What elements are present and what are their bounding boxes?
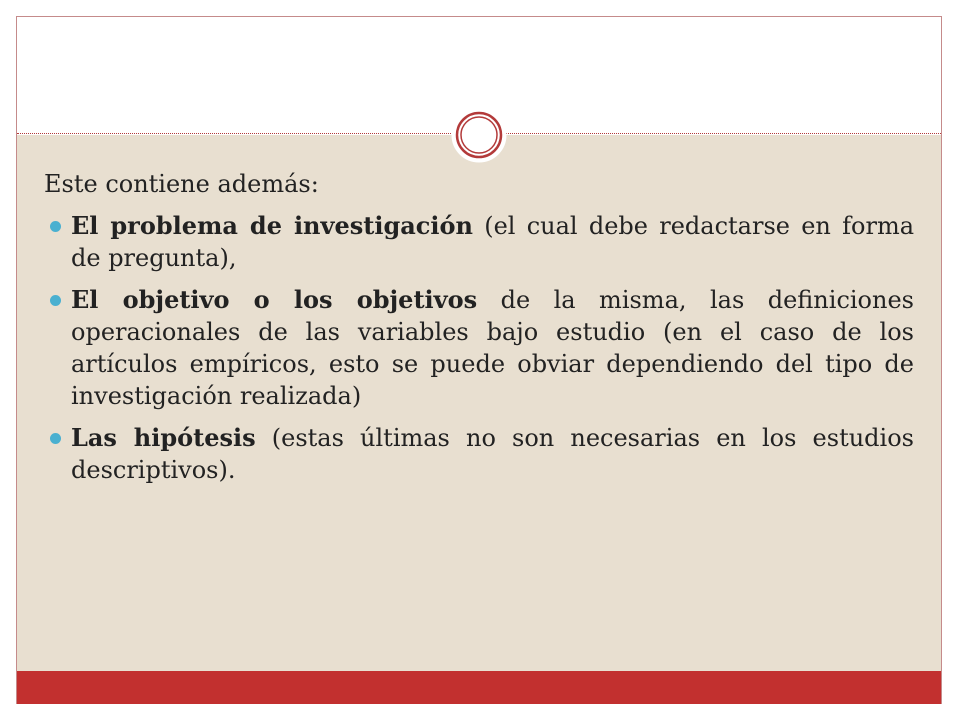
list-item — [44, 284, 914, 412]
list-item — [44, 422, 914, 486]
circle-ring-icon — [451, 107, 507, 163]
item-emphasis: El problema de investigación — [71, 211, 473, 240]
item-emphasis: El objetivo o los objetivos — [71, 285, 478, 314]
round-bullet-icon — [50, 295, 61, 306]
item-text: (estas últimas no son necesarias en los estudios descriptivos). — [71, 424, 914, 484]
bullet-list — [44, 210, 914, 486]
item-emphasis: Las hipótesis — [71, 423, 256, 452]
footer-bar — [17, 671, 941, 704]
round-bullet-icon — [50, 221, 61, 232]
slide-body — [44, 168, 914, 496]
list-item — [44, 210, 914, 274]
intro-text: Este contiene además: — [44, 170, 319, 198]
item-text: de la misma, las definiciones operacionales de las variables bajo estudio (en el caso de los artículos empíricos, esto se puede obviar dependiendo del tipo de investigación realizada) — [71, 286, 914, 410]
round-bullet-icon — [50, 433, 61, 444]
item-text: (el cual debe redactarse en forma de pregunta), — [71, 212, 915, 272]
